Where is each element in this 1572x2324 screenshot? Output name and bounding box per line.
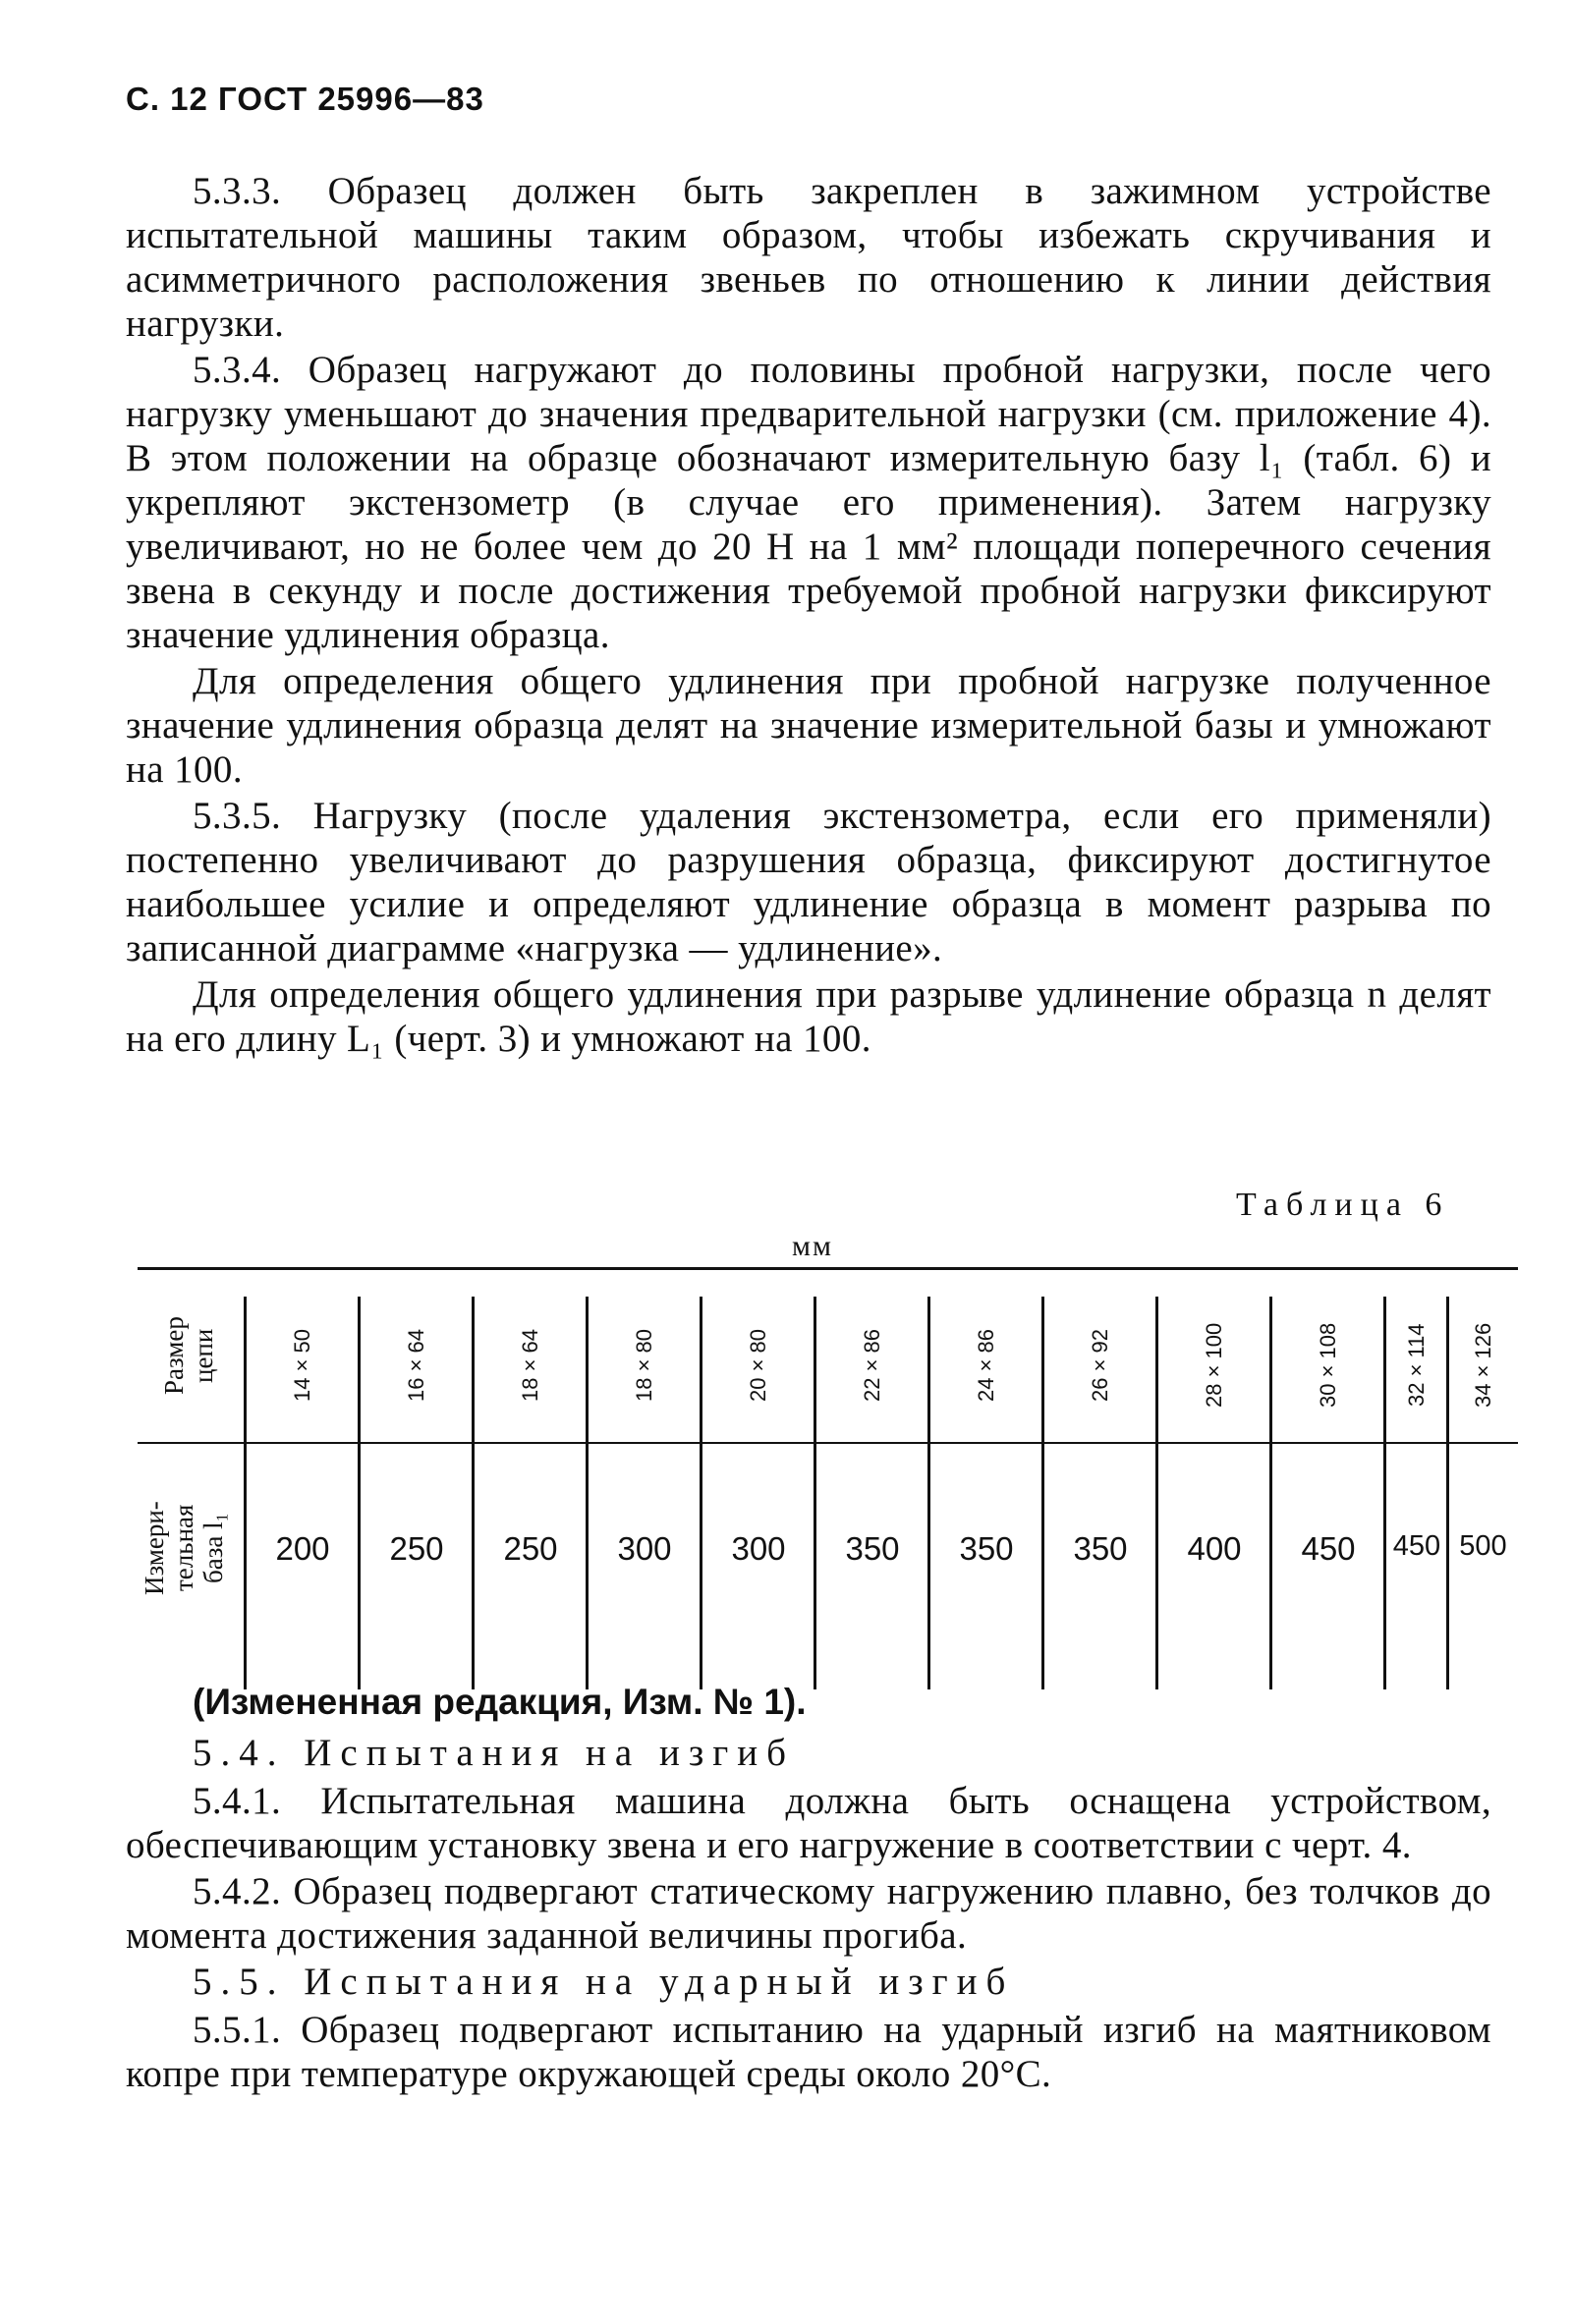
base-cell: 300: [731, 1530, 786, 1567]
section-heading-5-5: 5.5. Испытания на ударный изгиб: [193, 1961, 1015, 2003]
column-divider: [814, 1297, 816, 1689]
paragraph-5-4-2: 5.4.2. Образец подвергают статическому нагружению плавно, без толчков до момента достижения заданной величины прогиба.: [126, 1870, 1491, 1957]
paragraph-5-4-1: 5.4.1. Испытательная машина должна быть оснащена устройством, обеспечивающим установку звена и его нагружение в соответствии с черт. 4.: [126, 1780, 1491, 1866]
column-divider: [244, 1297, 247, 1689]
paragraph-5-3-3: 5.3.3. Образец должен быть закреплен в зажимном устройстве испытательной машины таким образом, чтобы избежать скручивания и асимметричного расположения звеньев по отношению к линии действия нагрузки.: [126, 170, 1491, 345]
base-cell: 250: [389, 1530, 444, 1567]
paragraph-5-5-1: 5.5.1. Образец подвергают испытанию на ударный изгиб на маятниковом копре при температуре окружающей среды около 20°С.: [126, 2009, 1491, 2095]
table-unit: мм: [792, 1230, 833, 1262]
base-cell: 300: [617, 1530, 672, 1567]
base-cell: 500: [1459, 1530, 1507, 1562]
column-divider: [1446, 1297, 1449, 1689]
row-label-measuring-base: Измери- тельная база l₁: [140, 1501, 228, 1595]
page-header: С. 12 ГОСТ 25996—83: [126, 81, 484, 117]
size-cell: 28×100: [1202, 1322, 1226, 1409]
paragraph-elongation-break: Для определения общего удлинения при разрыве удлинение образца n делят на его длину L₁ (черт. 3) и умножают на 100.: [126, 973, 1491, 1060]
body-text: [126, 169, 1491, 1063]
column-divider: [1383, 1297, 1386, 1689]
size-cell: 34×126: [1470, 1322, 1495, 1409]
column-divider: [927, 1297, 930, 1689]
size-cell: 16×64: [404, 1329, 428, 1402]
base-cell: 450: [1392, 1530, 1441, 1562]
amendment-note: (Измененная редакция, Изм. № 1).: [193, 1682, 807, 1722]
base-cell: 350: [959, 1530, 1014, 1567]
table-top-rule: [138, 1267, 1518, 1270]
paragraph-elongation-proof: Для определения общего удлинения при пробной нагрузке полученное значение удлинения образца делят на значение измерительной базы и умножают на 100.: [126, 660, 1491, 791]
column-divider: [1155, 1297, 1158, 1689]
row-label-chain-size: Размер цепи: [159, 1316, 218, 1395]
size-cell: 14×50: [290, 1329, 314, 1402]
column-divider: [1041, 1297, 1044, 1689]
size-cell: 30×108: [1316, 1322, 1340, 1409]
column-divider: [1269, 1297, 1272, 1689]
after-table-text: [126, 1682, 1491, 2098]
size-cell: 32×114: [1404, 1323, 1429, 1408]
base-cell: 250: [503, 1530, 558, 1567]
paragraph-5-3-5: 5.3.5. Нагрузку (после удаления экстензометра, если его применяли) постепенно увеличивают до разрушения образца, фиксируют достигнутое наибольшее усилие и определяют удлинение образца в момент разрыва по записанной диаграмме «нагрузка — удлинение».: [126, 795, 1491, 969]
base-cell: 450: [1301, 1530, 1356, 1567]
column-divider: [472, 1297, 475, 1689]
size-cell: 26×92: [1088, 1329, 1112, 1402]
base-cell: 350: [845, 1530, 900, 1567]
size-cell: 18×64: [518, 1329, 542, 1402]
size-cell: 18×80: [632, 1329, 656, 1402]
size-cell: 24×86: [974, 1329, 998, 1402]
column-divider: [358, 1297, 361, 1689]
size-cell: 20×80: [746, 1329, 770, 1402]
base-cell: 350: [1073, 1530, 1128, 1567]
base-cell: 200: [275, 1530, 330, 1567]
size-cell: 22×86: [860, 1329, 884, 1402]
section-heading-5-4: 5.4. Испытания на изгиб: [193, 1732, 795, 1774]
column-divider: [586, 1297, 589, 1689]
table-row-divider: [138, 1442, 1518, 1444]
column-divider: [700, 1297, 702, 1689]
paragraph-5-3-4: 5.3.4. Образец нагружают до половины пробной нагрузки, после чего нагрузку уменьшают до значения предварительной нагрузки (см. приложение 4). В этом положении на образце обозначают измерительную базу l₁ (табл. 6) и укрепляют экстензометр (в случае его применения). Затем нагрузку увеличивают, но не более чем до 20 Н на 1 мм² площади поперечного сечения звена в секунду и после достижения требуемой пробной нагрузки фиксируют значение удлинения образца.: [126, 349, 1491, 656]
base-cell: 400: [1187, 1530, 1242, 1567]
table-title: Таблица 6: [1236, 1187, 1450, 1223]
